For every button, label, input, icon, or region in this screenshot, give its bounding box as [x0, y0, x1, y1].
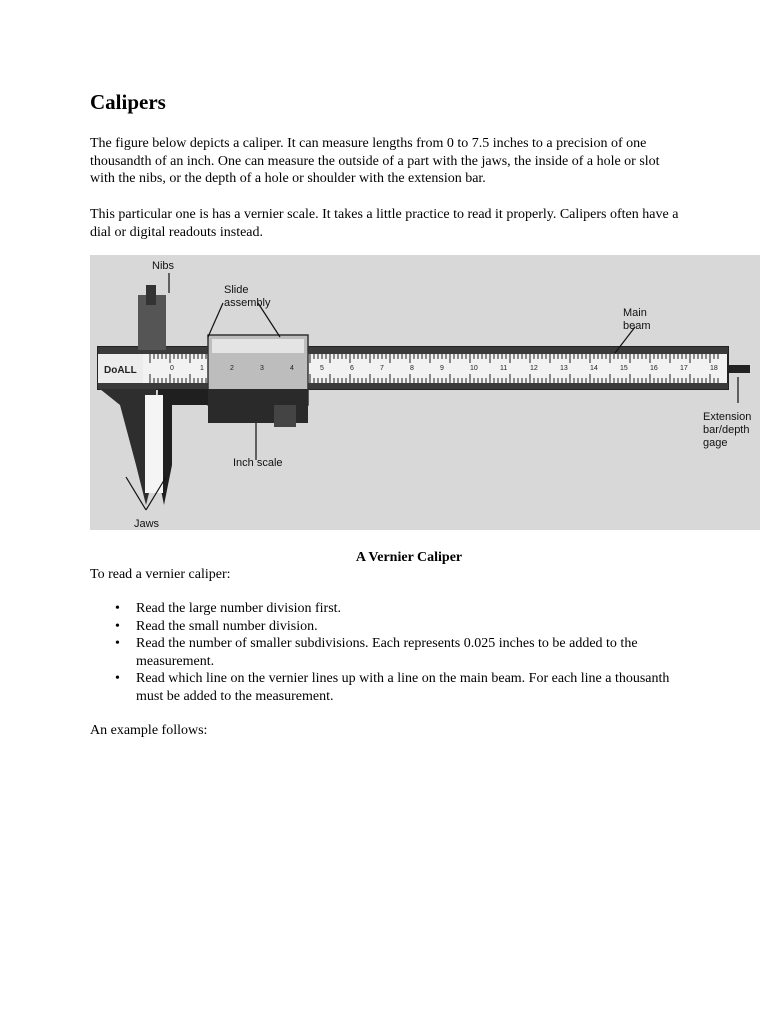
list-item — [90, 670, 690, 705]
label-bar-depth: bar/depth — [703, 424, 750, 436]
steps-list — [90, 600, 690, 705]
read-intro: To read a vernier caliper: — [90, 567, 231, 582]
beam-number: 7 — [380, 365, 384, 372]
label-inch-scale: Inch scale — [233, 457, 283, 469]
beam-number: 16 — [650, 365, 658, 372]
beam-number: 6 — [350, 365, 354, 372]
beam-number: 18 — [710, 365, 718, 372]
beam-number: 9 — [440, 365, 444, 372]
beam-number: 15 — [620, 365, 628, 372]
page-title: Calipers — [90, 90, 166, 114]
figure-caption-text: A Vernier Caliper — [355, 550, 463, 565]
vernier-paragraph: This particular one is has a vernier scale. It takes a little practice to read it properly. Calipers often have a dial or digital readouts instead. — [90, 207, 679, 240]
label-gage: gage — [703, 437, 728, 449]
bullet: • — [115, 636, 120, 651]
list-item — [90, 635, 690, 670]
bullet: • — [115, 618, 120, 634]
step-text: Read the small number division. — [136, 618, 318, 634]
beam-number: 10 — [470, 365, 478, 372]
bullet: • — [115, 671, 120, 686]
caliper-illustration — [90, 255, 760, 530]
label-nibs: Nibs — [152, 260, 175, 272]
bullet: • — [115, 601, 120, 616]
list-item — [90, 600, 690, 618]
beam-number: 4 — [290, 365, 294, 372]
label-main: Main — [623, 307, 647, 319]
step-text: Read the large number division first. — [136, 601, 342, 616]
beam-number: 0 — [170, 365, 174, 372]
beam-number: 1 — [200, 365, 204, 372]
beam-number: 14 — [590, 365, 598, 372]
list-item — [90, 618, 690, 636]
figure-caption — [90, 549, 680, 567]
brand-label: DoALL — [104, 365, 137, 376]
label-beam: beam — [623, 320, 651, 332]
beam-number: 17 — [680, 365, 688, 372]
beam-number: 8 — [410, 365, 414, 372]
closing-text: An example follows: — [90, 723, 208, 738]
step-text: Read the number of smaller subdivisions. Each represents 0.025 inches to be added to the measurement. — [136, 636, 638, 669]
label-extension: Extension — [703, 411, 752, 423]
beam-number: 3 — [260, 365, 264, 372]
step-text: Read which line on the vernier lines up with a line on the main beam. For each line a thousanth must be added to the measurement. — [136, 671, 670, 704]
beam-number: 2 — [230, 365, 234, 372]
beam-number: 13 — [560, 365, 568, 372]
intro-paragraph: The figure below depicts a caliper. It can measure lengths from 0 to 7.5 inches to a precision of one thousandth of an inch. One can measure the outside of a part with the jaws, the inside of a hole or slot with the nibs, or the depth of a hole or shoulder with the extension bar. — [90, 136, 660, 186]
beam-number: 11 — [500, 365, 508, 372]
caliper-figure — [90, 255, 760, 530]
label-assembly: assembly — [224, 297, 271, 309]
beam-number: 5 — [320, 365, 324, 372]
beam-number: 12 — [530, 365, 538, 372]
label-slide: Slide — [224, 284, 249, 296]
label-jaws: Jaws — [134, 518, 160, 530]
